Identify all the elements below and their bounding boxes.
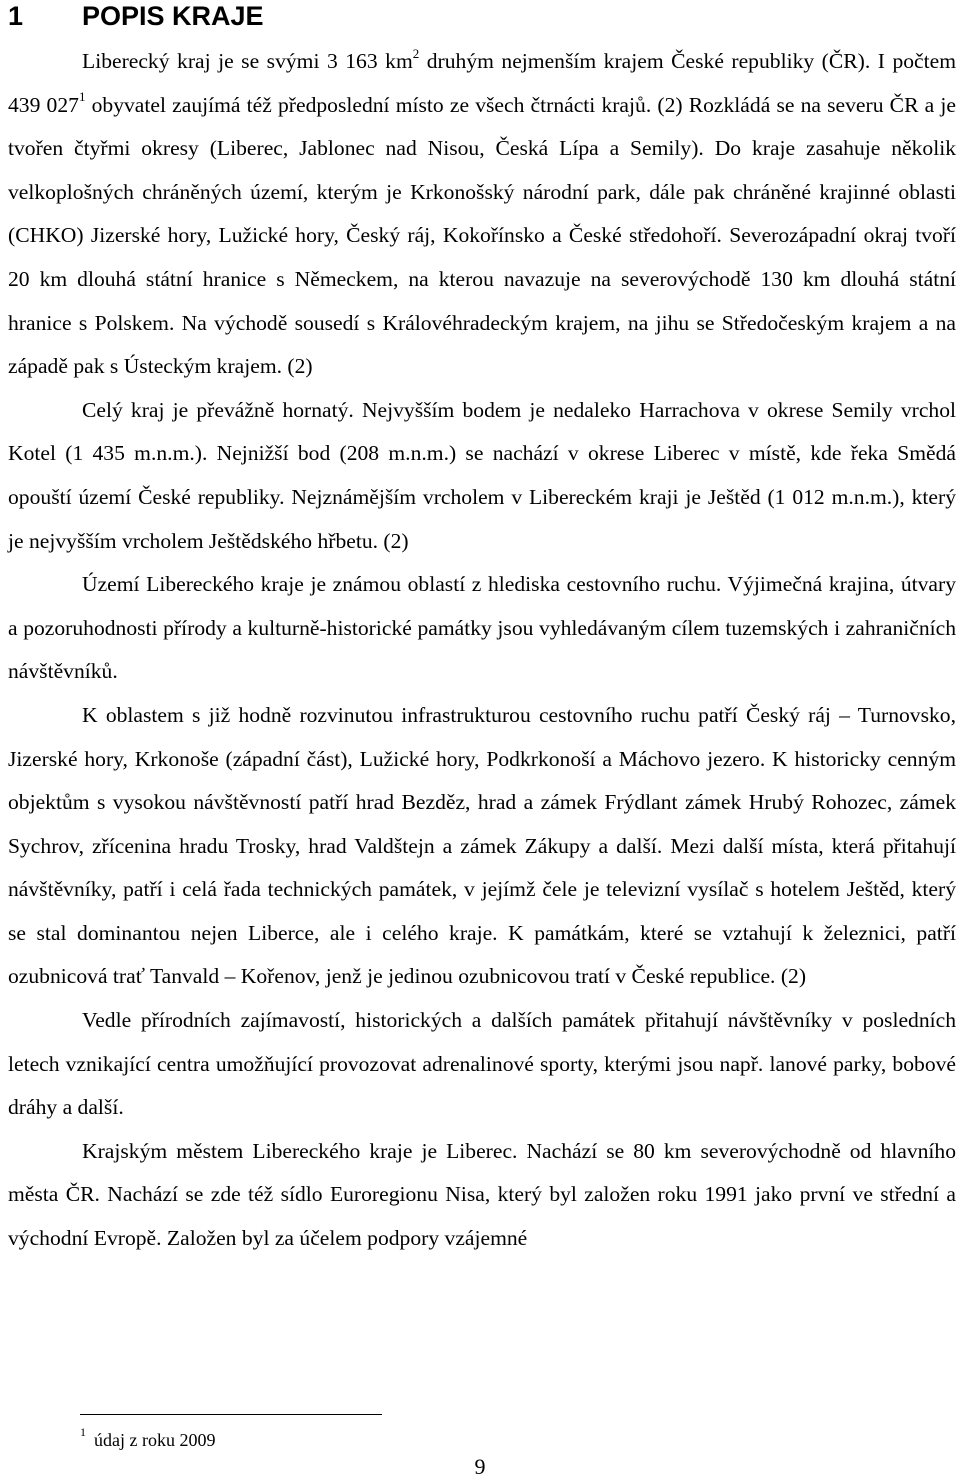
- paragraph-intro-part-b: druhým nejmenším krajem České republiky (ČR). I počtem 439 027: [8, 49, 957, 117]
- footnote: [80, 1425, 216, 1451]
- body-text: [8, 40, 956, 1261]
- chapter-heading: [8, 0, 264, 32]
- paragraph-intro-part-c: obyvatel zaujímá též předposlední místo ze všech čtrnácti krajů. (2) Rozkládá se na severu ČR a je tvořen čtyřmi okresy (Liberec, Jablonec nad Nisou, Česká Lípa a Semily). Do kraje zasahuje několik velkoplošných chráněných území, kterým je Krkonošský národní park, dále pak chráněné krajinné oblasti (CHKO) Jizerské hory, Lužické hory, Český ráj, Kokořínsko a České středohoří. Severozápadní okraj tvoří 20 km dlouhá státní hranice s Německem, na kterou navazuje na severovýchodě 130 km dlouhá státní hranice s Polskem. Na východě sousedí s Královéhradeckým krajem, na jihu se Středočeským krajem a na západě pak s Ústeckým krajem. (2): [8, 92, 956, 379]
- area-superscript: 2: [412, 45, 420, 61]
- footnote-reference[interactable]: 1: [78, 89, 86, 105]
- footnote-text: údaj z roku 2009: [94, 1430, 216, 1450]
- paragraph-relief: Celý kraj je převážně hornatý. Nejvyšším bodem je nedaleko Harrachova v okrese Semily vrchol Kotel (1 435 m.n.m.). Nejnižší bod (208 m.n.m.) se nachází v okrese Liberec v místě, kde řeka Smědá opouští území České republiky. Nejznámějším vrcholem v Libereckém kraji je Ještěd (1 012 m.n.m.), který je nejvyšším vrcholem Ještědského hřbetu. (2): [8, 397, 956, 553]
- footnote-separator: [80, 1414, 382, 1415]
- paragraph-attractions: K oblastem s již hodně rozvinutou infrastrukturou cestovního ruchu patří Český ráj – Turnovsko, Jizerské hory, Krkonoše (západní část), Lužické hory, Podkrkonoší a Máchovo jezero. K historicky cenným objektům s vysokou návštěvností patří hrad Bezděz, hrad a zámek Frýdlant zámek Hrubý Rohozec, zámek Sychrov, zřícenina hradu Trosky, hrad Valdštejn a zámek Zákupy a další. Mezi další místa, která přitahují návštěvníky, patří i celá řada technických památek, v jejímž čele je televizní vysílač s hotelem Ještěd, který se stal dominantou nejen Liberce, ale i celého kraje. K památkám, které se vztahují k železnici, patří ozubnicová trať Tanvald – Kořenov, jenž je jedinou ozubnicovou tratí v České republice. (2): [8, 702, 956, 989]
- paragraph-liberec: Krajským městem Libereckého kraje je Liberec. Nachází se 80 km severovýchodně od hlavního města ČR. Nachází se zde též sídlo Euroregionu Nisa, který byl založen roku 1991 jako první ve střední a východní Evropě. Založen byl za účelem podpory vzájemné: [8, 1138, 956, 1251]
- paragraph-intro-part-a: Liberecký kraj je se svými 3 163 km: [82, 49, 413, 73]
- chapter-number: 1: [8, 1, 24, 31]
- page-number: 9: [474, 1454, 486, 1479]
- paragraph-tourism: Území Libereckého kraje je známou oblastí z hlediska cestovního ruchu. Výjimečná krajina, útvary a pozoruhodnosti přírody a kulturně-historické památky jsou vyhledávaným cílem tuzemských i zahraničních návštěvníků.: [8, 572, 956, 684]
- footnote-marker: 1: [80, 1425, 86, 1439]
- chapter-title: POPIS KRAJE: [82, 1, 264, 31]
- paragraph-sports: Vedle přírodních zajímavostí, historických a dalších památek přitahují návštěvníky v posledních letech vznikající centra umožňující provozovat adrenalinové sporty, kterými jsou např. lanové parky, bobové dráhy a další.: [8, 1008, 956, 1120]
- paragraph-intro: [8, 40, 956, 389]
